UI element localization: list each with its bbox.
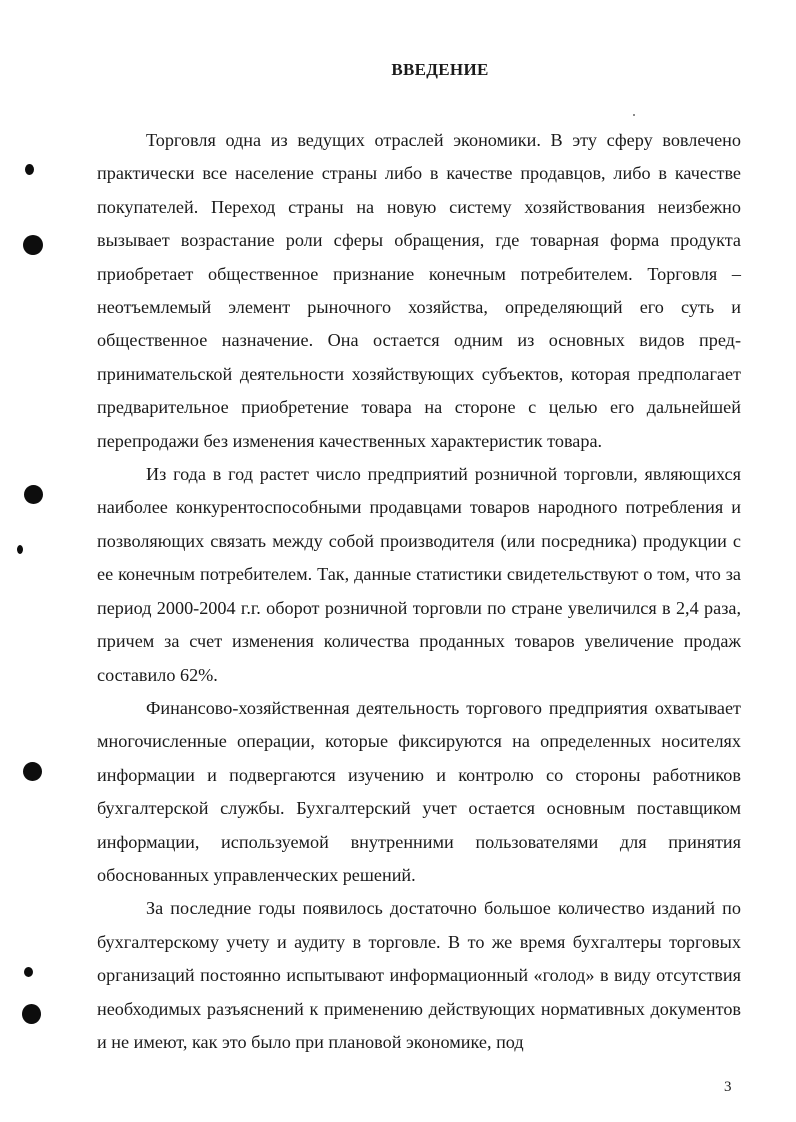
punch-hole-mark (25, 164, 34, 175)
punch-hole (23, 235, 43, 255)
body-text (97, 124, 741, 1059)
punch-hole-mark (24, 967, 33, 977)
paragraph: Торговля одна из ведущих отраслей экономики. В эту сферу вовлечено практически все население страны либо в качестве продавцов, либо в качестве покупателей. Переход страны на новую систему хозяйствования неизбежно вызывает возрастание роли сферы обращения, где товарная форма продукта приобретает общественное признание конечным потребителем. Торговля – неотъемлемый элемент рыночного хозяйства, определяющий его суть и общественное назначение. Она остается одним из основных видов предпринимательской деятельности хозяйствующих субъектов, которая предполагает предварительное приобретение товара на стороне с целью его дальнейшей перепродажи без изменения качественных характеристик товара. (97, 130, 741, 451)
punch-hole (24, 485, 43, 504)
paragraph: За последние годы появилось достаточно большое количество изданий по бухгалтерскому учету и аудиту в торговле. В то же время бухгалтеры торговых организаций постоянно испытывают информационный «голод» в виду отсутствия необходимых разъяснений к применению действующих нормативных документов и не имеют, как это было при плановой экономике, под (97, 898, 741, 1052)
page-title: ВВЕДЕНИЕ (391, 60, 489, 79)
page-number: 3 (724, 1079, 732, 1095)
paragraph: Из года в год растет число предприятий розничной торговли, являющихся наиболее конкурентоспособными продавцами товаров народного потребления и позволяющих связать между собой производителя (или посредника) продукции с ее конечным потребителем. Так, данные статистики свидетельствуют о том, что за период 2000-2004 г.г. оборот розничной торговли по стране увеличился в 2,4 раза, причем за счет изменения количества проданных товаров увеличение продаж составило 62%. (97, 464, 741, 685)
punch-hole (22, 1004, 41, 1024)
punch-hole (23, 762, 42, 781)
paragraph: Финансово-хозяйственная деятельность торгового предприятия охватывает многочисленные операции, которые фиксируются на определенных носителях информации и подвергаются изучению и контролю со стороны работников бухгалтерской службы. Бухгалтерский учет остается основным поставщиком информации, используемой внутренними пользователями для принятия обоснованных управленческих решений. (97, 697, 741, 885)
punch-hole-mark (17, 545, 23, 554)
scan-speck (633, 114, 635, 116)
